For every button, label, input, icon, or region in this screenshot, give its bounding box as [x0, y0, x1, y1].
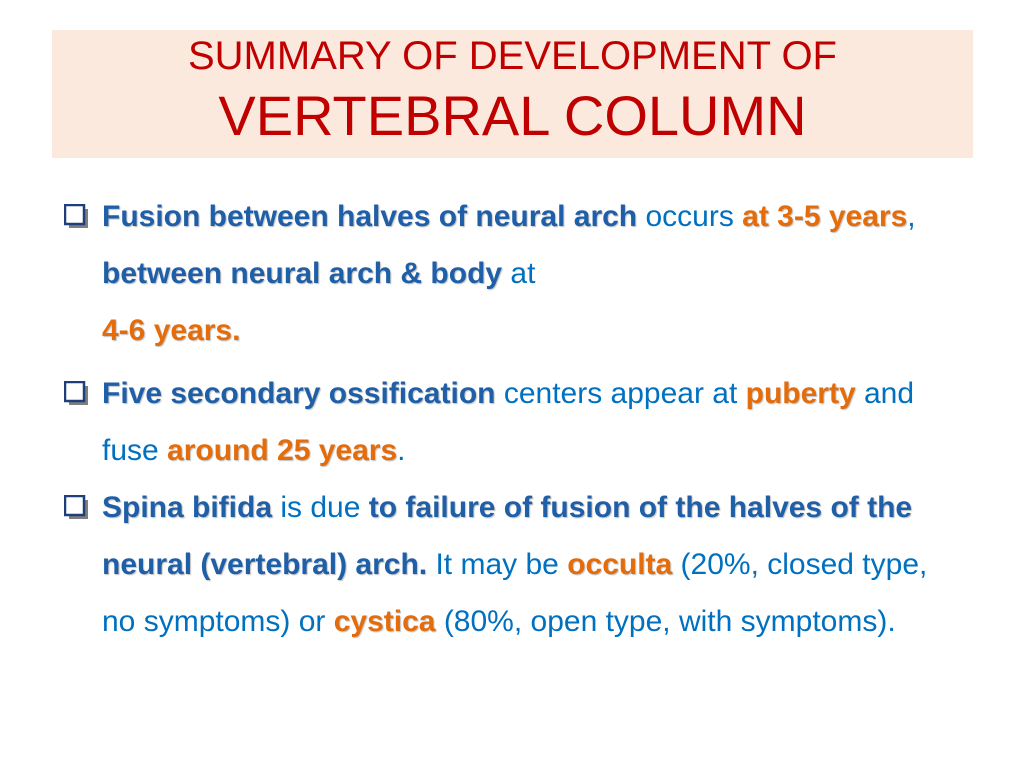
bullet-item-ossification [60, 365, 965, 479]
title-line-1: SUMMARY OF DEVELOPMENT OF [187, 34, 837, 78]
bullet-text: to failure of fusion of the halves of the neural (vertebral) arch. [102, 491, 913, 581]
bullet-text: Spina bifida [102, 491, 273, 524]
bullet-item-spina-bifida [60, 479, 965, 650]
bullet-item-fusion [60, 188, 965, 359]
bullet-text: occurs [637, 200, 743, 233]
bullet-text: and fuse [102, 377, 915, 467]
bullet-text: cystica [333, 605, 436, 638]
bullet-text: around 25 years [167, 434, 398, 467]
bullet-text: It may be [427, 548, 568, 581]
bullet-text: at [502, 257, 536, 290]
bullet-text: puberty [745, 377, 856, 410]
bullet-text: 4-6 years. [102, 314, 241, 347]
bullet-text: . [397, 434, 406, 467]
bullet-text: (20%, closed type, no symptoms) or [102, 548, 928, 638]
bullet-text: , [907, 200, 916, 233]
bullet-list [60, 188, 965, 656]
bullet-text: is due [272, 491, 369, 524]
title-line-2: VERTEBRAL COLUMN [218, 84, 807, 147]
bullet-text: Five secondary ossification [102, 377, 496, 410]
checkbox-square-icon [64, 381, 90, 407]
title-banner [52, 30, 973, 158]
checkbox-square-icon [64, 204, 90, 230]
bullet-text: occulta [567, 548, 673, 581]
bullet-text: at 3-5 years [742, 200, 908, 233]
bullet-text: (80%, open type, with symptoms). [435, 605, 896, 638]
bullet-text: between neural arch & body [102, 257, 503, 290]
bullet-text: Fusion between halves of neural arch [102, 200, 638, 233]
bullet-text: centers appear at [495, 377, 746, 410]
checkbox-square-icon [64, 495, 90, 521]
